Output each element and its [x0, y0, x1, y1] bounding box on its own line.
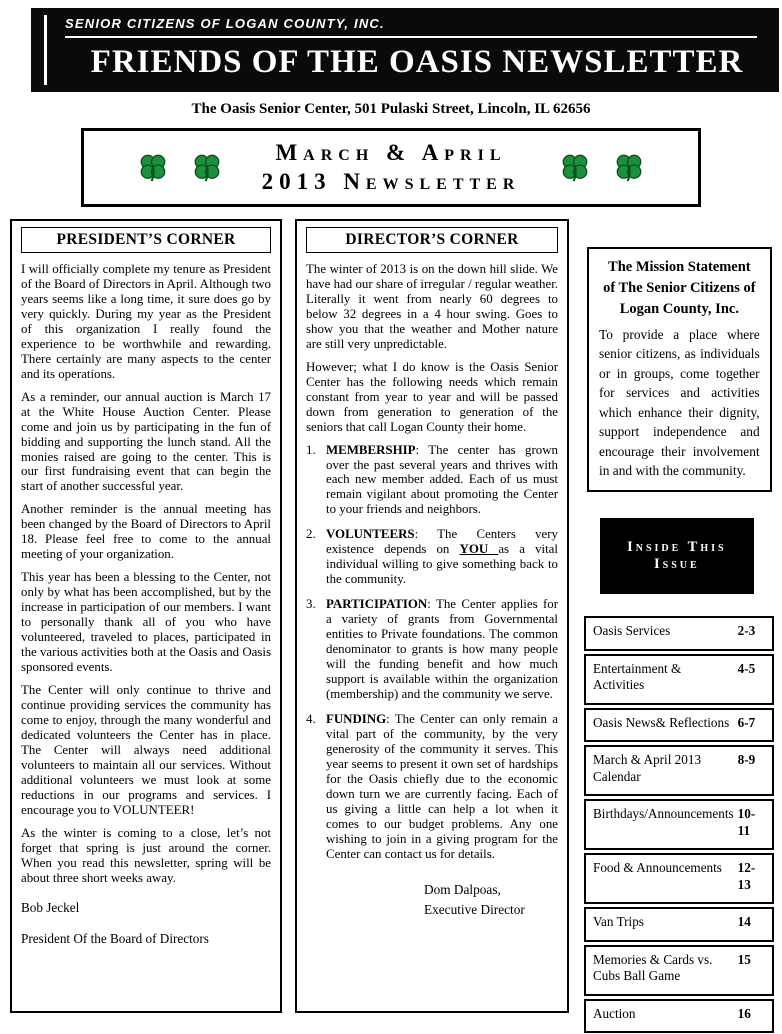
mission-statement-box [587, 247, 772, 493]
toc-item-pages: 12-13 [737, 860, 756, 892]
issue-banner [81, 128, 701, 207]
paragraph: However; what I do know is the Oasis Senior Center has the following needs which remain constant from year to year and will be passed down from generation to generation of the seniors that call Logan County their home. [306, 359, 558, 434]
masthead [31, 8, 779, 92]
paragraph: I will officially complete my tenure as President of the Board of Directors in April. Although two years seems like a long time, it sure does go by very quickly. During my year as the President of this organization I really found the experience to be worthwhile and rewarding. There certainly are many aspects to the center and its operations. [21, 261, 271, 381]
center-address: The Oasis Senior Center, 501 Pulaski Street, Lincoln, IL 62656 [191, 101, 591, 117]
toc-row [584, 999, 774, 1034]
mission-title [599, 257, 760, 320]
newsletter-page [0, 8, 782, 1034]
toc-item-label: Birthdays/Announcements [593, 806, 734, 822]
toc-item-pages: 2-3 [737, 623, 756, 639]
list-item-text: MEMBERSHIP: The center has grown over the past several years and thrives with each new member added. Each of us must remain vigilant about promoting the Center to your friends and neighbors. [326, 442, 558, 517]
newsletter-title: FRIENDS OF THE OASIS NEWSLETTER [90, 44, 744, 80]
toc-item-pages: 14 [737, 914, 751, 930]
mission-title-line2: of The Senior Citizens of Logan County, Inc. [603, 279, 756, 317]
presidents-corner-body [21, 262, 271, 886]
toc-row [584, 945, 774, 996]
presidents-corner [10, 219, 282, 1013]
list-item-number: 4. [306, 712, 316, 727]
toc-item-pages: 16 [737, 1005, 751, 1021]
president-signature-name: Bob Jeckel [21, 899, 80, 915]
toc-item-label: Entertainment & Activities [593, 660, 682, 693]
presidents-corner-title: PRESIDENT’S CORNER [21, 227, 271, 253]
toc-row [584, 745, 774, 796]
list-item-text: FUNDING: The Center can only remain a vital part of the community, by the very generosity of the community it serves. This year seems to present it own set of hardships for the Oasis chiefly due to the economic down turn we are currently facing. Each of us giving a little can help a lot when it comes to our budget problems. Any one wishing to join in a giving program for the Center can contact us for details. [326, 712, 558, 861]
list-item-number: 1. [306, 442, 316, 457]
list-item-number: 2. [306, 527, 316, 542]
mission-body: To provide a place where senior citizens, as individuals or in groups, come together for services and activities which enhance their dignity, support independence and encourage their involvement in and with the community. [599, 326, 760, 478]
toc-item-pages: 8-9 [737, 752, 756, 768]
content-columns [10, 219, 772, 1021]
director-signature-name: Dom Dalpoas, [424, 881, 501, 897]
clover-icon [614, 152, 644, 182]
paragraph: As a reminder, our annual auction is March 17 at the White House Auction Center. Please come and join us by participating in the fun of bidding and supporting the lunch stand. All the monies raised are going to the center. This is our first fundraising event that can begin the start of another successful year. [21, 389, 271, 494]
clover-icon [192, 152, 222, 182]
president-signature-role: President Of the Board of Directors [21, 930, 209, 946]
list-item [306, 443, 558, 518]
issue-title [262, 138, 521, 197]
paragraph: Another reminder is the annual meeting has been changed by the Board of Directors to April 18. Please feel free to come to the annual meeting of your organization. [21, 502, 271, 562]
toc-row [584, 799, 774, 850]
paragraph: The Center will only continue to thrive and continue providing services the community has come to enjoy, through the many wonderful and dedicated volunteers the Center has in place. The Center will always need additional volunteers to maintain all our services. Without additional volunteers we must look at some reductions in our programs and services. I encourage you to VOLUNTEER! [21, 683, 271, 817]
toc-item-label: Oasis Services [593, 623, 671, 639]
list-item [306, 527, 558, 587]
toc-row [584, 907, 774, 942]
issue-title-line2: 2013 Newsletter [261, 169, 521, 195]
toc-item-label: Memories & Cards vs. Cubs Ball Game [593, 951, 713, 984]
toc-item-pages: 6-7 [737, 714, 756, 730]
toc-item-label: Van Trips [593, 914, 644, 930]
paragraph: The winter of 2013 is on the down hill slide. We have had our share of irregular / regular weather. Literally it went from nearly 60 degrees to below 32 degrees in a 4 hour swing. Goes to show you that the weather and Mother nature are still very unpredictable. [306, 261, 558, 351]
masthead-vertical-rule [44, 15, 47, 85]
directors-corner [295, 219, 569, 1013]
clover-icon [138, 152, 168, 182]
toc-row [584, 853, 774, 904]
toc-item-label: Oasis News& Reflections [593, 714, 730, 730]
directors-needs-list [306, 443, 558, 862]
directors-corner-intro [306, 262, 558, 435]
toc-row [584, 616, 774, 651]
masthead-horizontal-rule [65, 36, 757, 38]
list-item [306, 712, 558, 862]
paragraph: This year has been a blessing to the Center, not only by what has been accomplished, but by the increase in participation of our members. I want to personally thank all of you who have volunteered, traveled to places, participated in the various activities both at the Oasis and Oasis sponsored events. [21, 570, 271, 675]
toc-item-pages: 10-11 [737, 806, 756, 838]
list-item-text: PARTICIPATION: The Center applies for a variety of grants from Governmental entities to Private foundations. The common denominator to grants is how many people will the funding benefit and how much support is available within the organization (membership) and the community we serve. [326, 597, 558, 702]
directors-corner-title: DIRECTOR’S CORNER [306, 227, 558, 253]
inside-this-issue-header: Inside This Issue [600, 518, 754, 594]
list-item-number: 3. [306, 597, 316, 612]
toc-row [584, 708, 774, 743]
organization-name: SENIOR CITIZENS OF LOGAN COUNTY, INC. [65, 16, 385, 31]
issue-title-line1: March & April [275, 140, 507, 165]
right-rail [582, 219, 774, 1021]
director-signature-role: Executive Director [424, 902, 525, 918]
toc-item-label: Food & Announcements [593, 860, 722, 876]
toc-item-pages: 4-5 [737, 660, 756, 676]
list-item-text: VOLUNTEERS: The Centers very existence depends on YOU as a vital individual willing to give something back to the community. [326, 527, 558, 587]
table-of-contents [584, 616, 774, 1033]
mission-title-line1: The Mission Statement [608, 258, 751, 275]
toc-row [584, 654, 774, 705]
paragraph: As the winter is coming to a close, let’s not forget that spring is just around the corner. When you read this newsletter, spring will be about three short weeks away. [21, 825, 271, 885]
clover-icon [560, 152, 590, 182]
director-signature [424, 880, 558, 921]
toc-item-label: March & April 2013 Calendar [593, 752, 702, 784]
toc-item-pages: 15 [737, 951, 751, 967]
list-item [306, 597, 558, 702]
toc-item-label: Auction [593, 1005, 636, 1021]
